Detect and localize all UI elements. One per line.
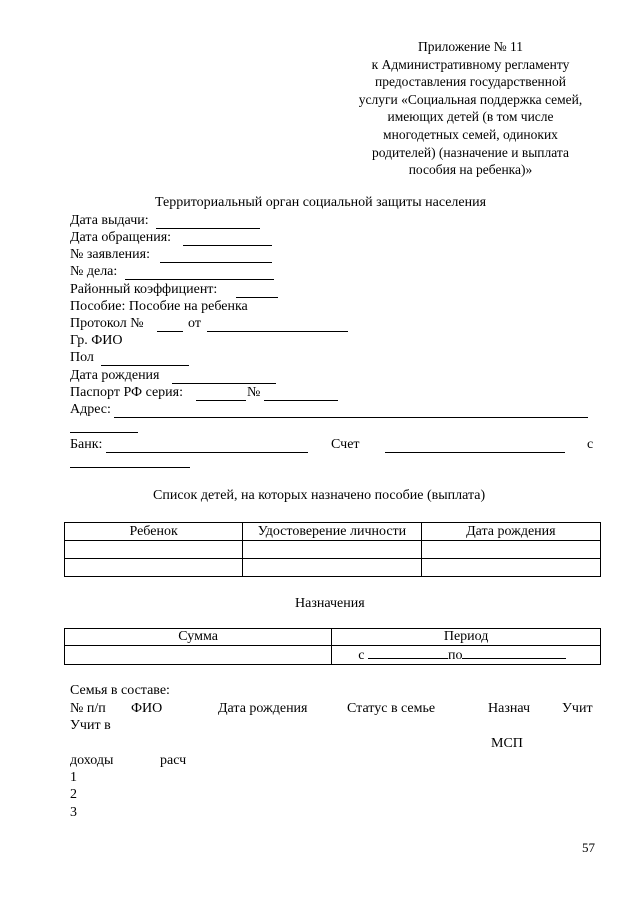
annex-line: многодетных семей, одиноких (383, 126, 558, 142)
annex-header (338, 38, 603, 179)
column-header: Дата рождения (421, 523, 600, 541)
family-income-label: доходы (70, 753, 114, 768)
period-to-blank[interactable] (462, 646, 566, 659)
protocol-label: Протокол № (70, 316, 144, 331)
table-row (65, 541, 601, 559)
period-from-blank[interactable] (368, 646, 448, 659)
table-cell[interactable] (65, 559, 243, 577)
address-blank[interactable] (114, 417, 588, 418)
table-cell[interactable] (243, 541, 421, 559)
annex-line: имеющих детей (в том числе (387, 109, 554, 125)
address-blank-continued[interactable] (70, 432, 138, 433)
sum-cell[interactable] (65, 646, 332, 665)
family-row-number: 3 (70, 805, 77, 820)
protocol-from-label: от (188, 316, 201, 331)
account-label: Счет (331, 437, 360, 452)
org-title: Территориальный орган социальной защиты населения (155, 195, 487, 210)
account-from-blank[interactable] (70, 467, 190, 468)
family-counted-in-label: Учит в (70, 718, 111, 733)
passport-label: Паспорт РФ серия: (70, 385, 183, 400)
family-row-number: 1 (70, 770, 77, 785)
family-col-assigned: Назнач (488, 701, 531, 716)
column-header: Период (332, 629, 601, 646)
birth-date-label: Дата рождения (70, 368, 160, 383)
page-number: 57 (582, 840, 595, 855)
case-no-label: № дела: (70, 264, 118, 279)
passport-no-label: № (247, 385, 261, 400)
table-row (65, 559, 601, 577)
issue-date-blank[interactable] (156, 228, 260, 229)
annex-line: пособия на ребенка)» (408, 162, 533, 178)
family-col-name: ФИО (131, 701, 163, 716)
account-from-label: с (587, 437, 594, 452)
column-header: Удостоверение личности (243, 523, 421, 541)
request-date-blank[interactable] (183, 245, 272, 246)
column-header: Сумма (65, 629, 332, 646)
regional-coef-blank[interactable] (236, 297, 278, 298)
passport-series-blank[interactable] (196, 400, 246, 401)
family-col-birth-date: Дата рождения (218, 701, 308, 716)
table-cell[interactable] (65, 541, 243, 559)
family-col-status: Статус в семье (347, 701, 436, 716)
family-col-number: № п/п (70, 701, 106, 716)
period-to-label: по (447, 648, 463, 663)
application-no-label: № заявления: (70, 247, 150, 262)
family-msp-label: МСП (491, 736, 523, 751)
table-header-row (65, 629, 601, 646)
regional-coef-label: Районный коэффициент: (70, 282, 218, 297)
table-cell[interactable] (243, 559, 421, 577)
annex-line: предоставления государственной (375, 74, 566, 90)
assign-table (64, 628, 601, 665)
table-header-row (65, 523, 601, 541)
table-cell[interactable] (421, 541, 600, 559)
account-blank[interactable] (385, 452, 565, 453)
request-date-label: Дата обращения: (70, 230, 172, 245)
children-title: Список детей, на которых назначено пособие (выплата) (153, 488, 486, 503)
annex-line: родителей) (назначение и выплата (372, 144, 569, 160)
family-row-number: 2 (70, 787, 77, 802)
protocol-date-blank[interactable] (207, 331, 348, 332)
citizen-label: Гр. ФИО (70, 333, 123, 348)
column-header: Ребенок (65, 523, 243, 541)
bank-label: Банк: (70, 437, 103, 452)
case-no-blank[interactable] (125, 279, 274, 280)
birth-date-blank[interactable] (172, 383, 276, 384)
benefit-label: Пособие: Пособие на ребенка (70, 299, 248, 314)
issue-date-label: Дата выдачи: (70, 213, 149, 228)
children-table (64, 522, 601, 577)
application-no-blank[interactable] (160, 262, 272, 263)
protocol-no-blank[interactable] (157, 331, 183, 332)
assign-title: Назначения (295, 596, 365, 611)
family-title: Семья в составе: (70, 683, 170, 698)
family-calc-label: расч (160, 753, 187, 768)
period-from-label: с (358, 648, 365, 663)
address-label: Адрес: (70, 402, 111, 417)
annex-line: услуги «Социальная поддержка семей, (358, 91, 583, 107)
family-col-counted: Учит (562, 701, 593, 716)
table-row (65, 646, 601, 665)
sex-label: Пол (70, 350, 94, 365)
bank-blank[interactable] (106, 452, 308, 453)
sex-blank[interactable] (101, 365, 189, 366)
annex-line: Приложение № 11 (417, 39, 524, 54)
passport-no-blank[interactable] (264, 400, 338, 401)
table-cell[interactable] (421, 559, 600, 577)
annex-line: к Административному регламенту (371, 56, 570, 72)
period-cell[interactable] (332, 646, 601, 665)
